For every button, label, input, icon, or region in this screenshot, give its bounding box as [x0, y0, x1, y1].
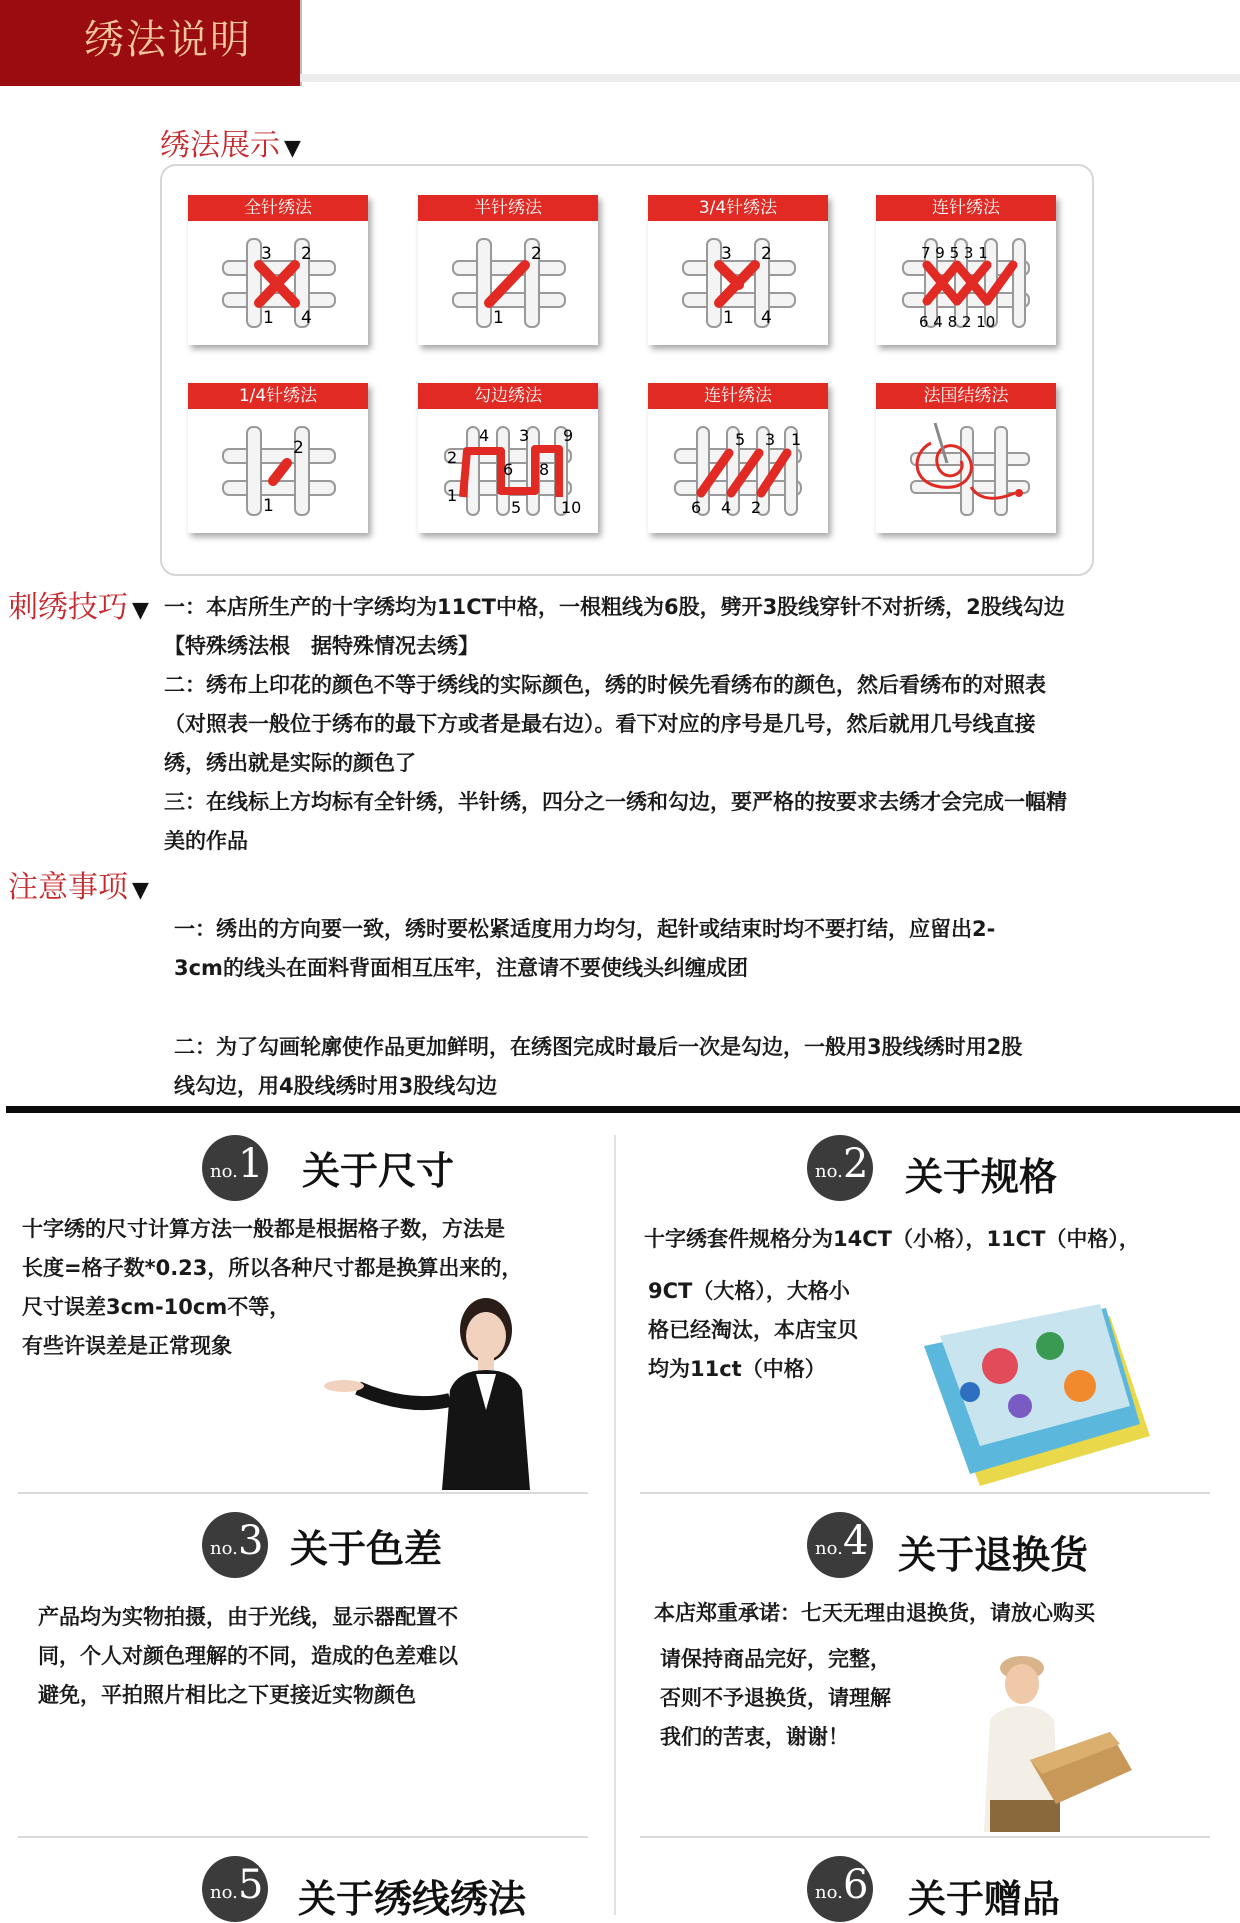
text-line: 请保持商品完好，完整， — [660, 1647, 891, 1671]
text-line: 二：绣布上印花的颜色不等于绣线的实际颜色，绣的时候先看绣布的颜色，然后看绣布的对照表 — [164, 673, 1046, 697]
stitch-number: 10 — [561, 498, 582, 517]
card-title: 法国结绣法 — [876, 383, 1056, 409]
stitch-number: 3 — [765, 430, 776, 449]
info-text-color — [38, 1598, 598, 1715]
text-line: 本店郑重承诺：七天无理由退换货，请放心购买 — [654, 1601, 1095, 1625]
notes-label: 注意事项 — [8, 870, 128, 905]
stitch-number: 1 — [263, 496, 274, 516]
stitch-number: 2 — [761, 244, 772, 264]
stitch-number: 3 — [721, 244, 732, 264]
stitch-number: 5 — [735, 430, 746, 449]
stitch-number: 6 — [691, 498, 702, 517]
text-line: 一：绣出的方向要一致，绣时要松紧适度用力均匀，起针或结束时均不要打结，应留出2- — [174, 917, 996, 941]
stitch-number: 2 — [531, 244, 542, 264]
triangle-down-icon: ▼ — [132, 878, 149, 903]
number-badge — [202, 1512, 268, 1578]
stitch-card-running — [648, 383, 828, 533]
text-line: 【特殊绣法根 据特殊情况去绣】 — [164, 634, 479, 658]
text-line: 线勾边，用4股线绣时用3股线勾边 — [174, 1074, 498, 1098]
techniques-heading — [8, 582, 149, 626]
number-badge — [807, 1135, 873, 1201]
info-text-spec — [644, 1220, 1234, 1259]
card-title: 连针绣法 — [648, 383, 828, 409]
separator — [640, 1492, 1210, 1494]
stitch-card-french-knot — [876, 383, 1056, 533]
info-title-gift: 关于赠品 — [908, 1877, 1061, 1921]
number-badge — [202, 1135, 268, 1201]
triangle-down-icon: ▼ — [284, 136, 301, 161]
info-title-size: 关于尺寸 — [302, 1149, 455, 1193]
text-line: 绣，绣出就是实际的颜色了 — [164, 751, 416, 775]
section-divider — [6, 1106, 1240, 1113]
three-quarter-stitch-diagram — [663, 225, 813, 337]
text-line: 均为11ct（中格） — [648, 1357, 826, 1381]
stitch-number: 5 — [511, 498, 522, 517]
stitch-card-continuous — [876, 195, 1056, 345]
text-line: 有些许误差是正常现象 — [22, 1334, 232, 1358]
separator — [640, 1836, 1210, 1838]
card-title: 勾边绣法 — [418, 383, 598, 409]
stitch-number: 4 — [301, 308, 312, 328]
badge-prefix: no. — [210, 1161, 238, 1182]
card-title: 连针绣法 — [876, 195, 1056, 221]
stitch-number: 1 — [791, 430, 802, 449]
number-badge — [807, 1856, 873, 1922]
stitch-card-three-quarter — [648, 195, 828, 345]
text-line: 一：本店所生产的十字绣均为11CT中格，一根粗线为6股，劈开3股线穿针不对折绣，2股线勾边 — [164, 595, 1065, 619]
stitch-number: 2 — [293, 438, 304, 458]
stitch-number: 4 — [721, 498, 732, 517]
full-stitch-diagram — [203, 225, 353, 337]
text-line: （对照表一般位于绣布的最下方或者是最右边）。看下对应的序号是几号，然后就用几号线直接 — [164, 712, 1036, 736]
stitch-number: 2 — [447, 448, 458, 467]
badge-prefix: no. — [210, 1882, 238, 1903]
stitch-number: 1 — [723, 308, 734, 328]
continuous-stitch-diagram — [891, 225, 1041, 337]
text-line: 三：在线标上方均标有全针绣，半针绣，四分之一绣和勾边，要严格的按要求去绣才会完成一幅精 — [164, 790, 1067, 814]
text-line: 长度=格子数*0.23，所以各种尺寸都是换算出来的， — [22, 1256, 523, 1280]
showcase-label: 绣法展示 — [160, 128, 280, 163]
card-title: 全针绣法 — [188, 195, 368, 221]
stitch-number: 7 9 5 3 1 — [921, 244, 988, 262]
text-line: 3cm的线头在面料背面相互压牢，注意请不要使线头纠缠成团 — [174, 956, 748, 980]
stitch-card-backstitch — [418, 383, 598, 533]
triangle-down-icon: ▼ — [132, 598, 149, 623]
stitch-number: 8 — [539, 460, 550, 479]
stitch-number: 2 — [301, 244, 312, 264]
text-line: 格已经淘汰，本店宝贝 — [648, 1318, 858, 1342]
text-line: 我们的苦衷，谢谢！ — [660, 1725, 849, 1749]
text-line: 同，个人对颜色理解的不同，造成的色差难以 — [38, 1644, 458, 1668]
number-badge — [807, 1512, 873, 1578]
techniques-label: 刺绣技巧 — [8, 590, 128, 625]
info-text-spec-2 — [648, 1272, 918, 1389]
stitch-number: 1 — [263, 308, 274, 328]
text-line: 十字绣的尺寸计算方法一般都是根据格子数，方法是 — [22, 1217, 505, 1241]
french-knot-diagram — [891, 413, 1041, 525]
text-line: 十字绣套件规格分为14CT（小格），11CT（中格）， — [644, 1227, 1140, 1251]
running-stitch-diagram — [663, 413, 813, 525]
stitch-number: 4 — [761, 308, 772, 328]
info-title-spec: 关于规格 — [905, 1155, 1058, 1199]
stitch-number: 6 — [503, 460, 514, 479]
courier-with-box-photo — [960, 1650, 1140, 1832]
header-rule — [300, 74, 1240, 82]
stitch-number: 4 — [479, 426, 490, 445]
page-title: 绣法说明 — [84, 17, 252, 63]
number-badge — [202, 1856, 268, 1922]
badge-prefix: no. — [815, 1882, 843, 1903]
showcase-heading — [160, 120, 301, 164]
badge-number: 5 — [238, 1862, 264, 1908]
card-title: 半针绣法 — [418, 195, 598, 221]
text-line: 避免，平拍照片相比之下更接近实物颜色 — [38, 1683, 416, 1707]
text-line: 否则不予退换货，请理解 — [660, 1686, 891, 1710]
text-line: 产品均为实物拍摄，由于光线，显示器配置不 — [38, 1605, 458, 1629]
stitch-card-quarter — [188, 383, 368, 533]
quarter-stitch-diagram — [203, 413, 353, 525]
info-text-returns — [654, 1594, 1234, 1633]
stitch-number: 3 — [519, 426, 530, 445]
info-text-returns-2 — [660, 1640, 950, 1757]
backstitch-diagram — [433, 413, 583, 525]
badge-prefix: no. — [815, 1538, 843, 1559]
badge-number: 2 — [843, 1141, 869, 1187]
stitch-number: 9 — [563, 426, 574, 445]
info-title-returns: 关于退换货 — [898, 1533, 1089, 1577]
text-line: 二：为了勾画轮廓使作品更加鲜明，在绣图完成时最后一次是勾边，一般用3股线绣时用2股 — [174, 1035, 1023, 1059]
stitch-card-half — [418, 195, 598, 345]
stitch-number: 1 — [447, 486, 458, 505]
info-title-color: 关于色差 — [290, 1527, 443, 1571]
badge-number: 6 — [843, 1862, 869, 1908]
card-title: 1/4针绣法 — [188, 383, 368, 409]
info-title-thread: 关于绣线绣法 — [298, 1877, 527, 1921]
badge-number: 3 — [238, 1518, 264, 1564]
stitch-number: 1 — [493, 308, 504, 328]
notes-heading — [8, 862, 149, 906]
half-stitch-diagram — [433, 225, 583, 337]
notes-text-1 — [174, 910, 1224, 988]
fabric-kit-photo — [910, 1296, 1160, 1490]
badge-number: 1 — [238, 1141, 264, 1187]
stitch-number: 2 — [751, 498, 762, 517]
text-line: 尺寸误差3cm-10cm不等， — [22, 1295, 291, 1319]
column-divider — [614, 1135, 616, 1915]
notes-text-2 — [174, 1028, 1224, 1106]
stitch-number: 6 4 8 2 10 — [919, 313, 996, 331]
badge-prefix: no. — [210, 1538, 238, 1559]
text-line: 美的作品 — [164, 829, 248, 853]
badge-prefix: no. — [815, 1161, 843, 1182]
separator — [18, 1492, 588, 1494]
text-line: 9CT（大格），大格小 — [648, 1279, 850, 1303]
stitch-number: 3 — [261, 244, 272, 264]
techniques-text — [164, 588, 1224, 861]
stitch-card-full — [188, 195, 368, 345]
badge-number: 4 — [843, 1518, 869, 1564]
woman-presenting-photo — [318, 1290, 598, 1490]
card-title: 3/4针绣法 — [648, 195, 828, 221]
separator — [18, 1836, 588, 1838]
